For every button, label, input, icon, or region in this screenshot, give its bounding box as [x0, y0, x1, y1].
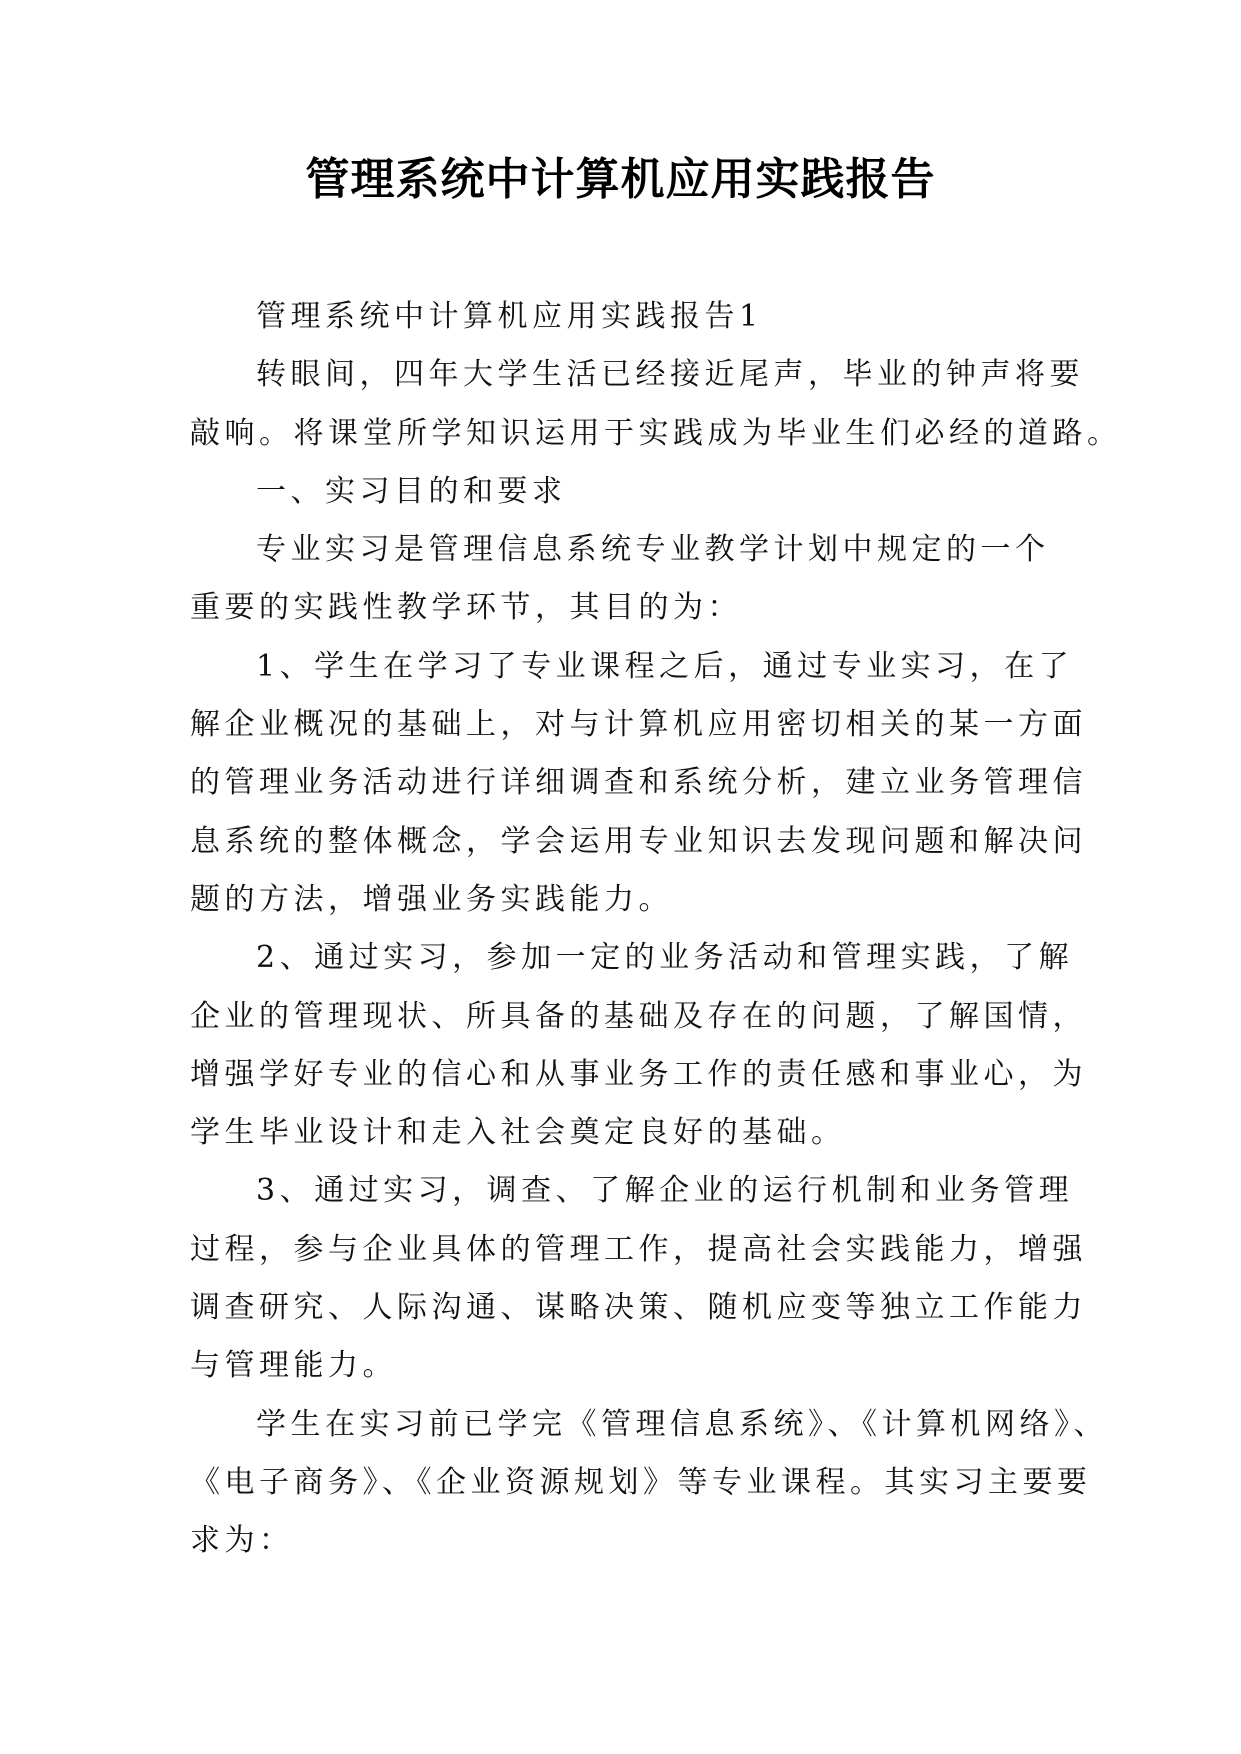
paragraph-line: 专业实习是管理信息系统专业教学计划中规定的一个 — [256, 532, 1050, 568]
paragraph-line: 与管理能力。 — [190, 1348, 397, 1384]
section-heading-purpose — [190, 463, 1050, 521]
paragraph-line: 管理系统中计算机应用实践报告1 — [256, 299, 763, 334]
paragraph-line: 学生在实习前已学完《管理信息系统》、《计算机网络》、 — [256, 1406, 1108, 1442]
paragraph-line: 1、学生在学习了专业课程之后，通过专业实习，在了 — [256, 648, 1074, 684]
paragraph-item-1 — [190, 638, 1087, 929]
document-title: 管理系统中计算机应用实践报告 — [305, 154, 936, 205]
paragraph-line: 调查研究、人际沟通、谋略决策、随机应变等独立工作能力 — [190, 1290, 1087, 1326]
paragraph-line: 一、实习目的和要求 — [256, 473, 567, 509]
paragraph-line: 企业的管理现状、所具备的基础及存在的问题，了解国情， — [190, 998, 1087, 1034]
paragraph-line: 增强学好专业的信心和从事业务工作的责任感和事业心，为 — [190, 1056, 1087, 1092]
paragraph-heading-report-1 — [190, 288, 1050, 346]
paragraph-requirements-intro — [190, 1396, 1108, 1571]
paragraph-item-2 — [190, 929, 1087, 1162]
paragraph-line: 敲响。将课堂所学知识运用于实践成为毕业生们必经的道路。 — [190, 415, 1122, 451]
paragraph-line: 学生毕业设计和走入社会奠定良好的基础。 — [190, 1115, 846, 1151]
paragraph-line: 过程，参与企业具体的管理工作，提高社会实践能力，增强 — [190, 1231, 1087, 1267]
paragraph-line: 的管理业务活动进行详细调查和系统分析，建立业务管理信 — [190, 765, 1087, 801]
document-body — [190, 288, 1122, 1571]
paragraph-line: 重要的实践性教学环节，其目的为： — [190, 590, 742, 626]
paragraph-line: 转眼间，四年大学生活已经接近尾声，毕业的钟声将要 — [256, 357, 1084, 393]
paragraph-item-3 — [190, 1162, 1087, 1395]
paragraph-line: 3、通过实习，调查、了解企业的运行机制和业务管理 — [256, 1173, 1074, 1209]
paragraph-line: 题的方法，增强业务实践能力。 — [190, 881, 673, 917]
paragraph-line: 2、通过实习，参加一定的业务活动和管理实践，了解 — [256, 940, 1074, 976]
paragraph-intro — [190, 346, 1122, 463]
paragraph-purpose-intro — [190, 521, 1050, 638]
paragraph-line: 《电子商务》、《企业资源规划》等专业课程。其实习主要要 — [190, 1464, 1092, 1500]
paragraph-line: 解企业概况的基础上，对与计算机应用密切相关的某一方面 — [190, 707, 1087, 743]
paragraph-line: 息系统的整体概念，学会运用专业知识去发现问题和解决问 — [190, 823, 1087, 859]
paragraph-line: 求为： — [190, 1523, 294, 1559]
